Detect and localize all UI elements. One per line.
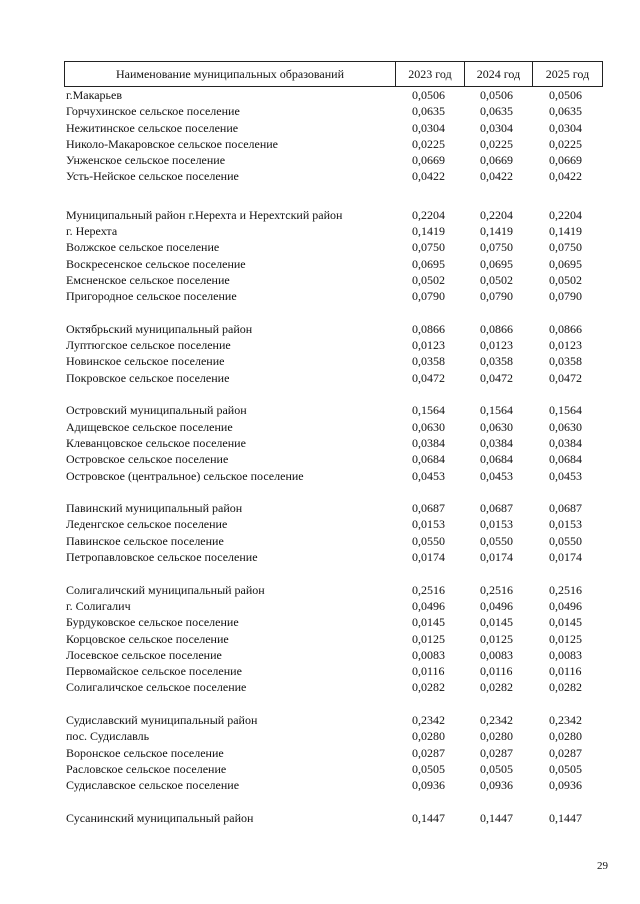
table-row: [0, 631, 640, 647]
value-2024: 0,0153: [480, 517, 513, 532]
row-spacer: [0, 484, 640, 500]
value-2024: 0,0496: [480, 598, 513, 613]
header-2024-column: 2024 год: [465, 62, 533, 86]
row-name: Петропавловское сельское поселение: [66, 550, 258, 565]
value-2024: 0,0684: [480, 452, 513, 467]
value-2025: 0,0145: [549, 615, 582, 630]
value-2024: 0,0083: [480, 647, 513, 662]
value-2025: 0,0750: [549, 240, 582, 255]
table-row: [0, 549, 640, 565]
value-2024: 0,0936: [480, 778, 513, 793]
row-name: Солигаличский муниципальный район: [66, 582, 265, 597]
row-name: Николо-Макаровское сельское поселение: [66, 136, 279, 151]
value-2025: 0,1564: [549, 403, 582, 418]
row-name: Нежитинское сельское поселение: [66, 120, 239, 135]
row-spacer: [0, 565, 640, 581]
value-2023: 0,0125: [412, 631, 445, 646]
value-2024: 0,0687: [480, 501, 513, 516]
value-2025: 0,0630: [549, 419, 582, 434]
row-spacer: [0, 793, 640, 809]
value-2025: 0,0695: [549, 256, 582, 271]
value-2023: 0,0866: [412, 321, 445, 336]
row-name: г. Нерехта: [66, 224, 118, 239]
value-2024: 0,0358: [480, 354, 513, 369]
table-row: [0, 168, 640, 184]
row-name: Сусанинский муниципальный район: [66, 810, 254, 825]
row-name: Усть-Нейское сельское поселение: [66, 169, 239, 184]
table-row: [0, 321, 640, 337]
value-2024: 0,0750: [480, 240, 513, 255]
value-2023: 0,1419: [412, 224, 445, 239]
value-2023: 0,0280: [412, 729, 445, 744]
value-2025: 0,0225: [549, 136, 582, 151]
value-2024: 0,0384: [480, 435, 513, 450]
value-2023: 0,0502: [412, 272, 445, 287]
row-name: Волжское сельское поселение: [66, 240, 220, 255]
row-spacer: [0, 696, 640, 712]
value-2024: 0,0145: [480, 615, 513, 630]
value-2025: 0,0550: [549, 533, 582, 548]
table-row: [0, 614, 640, 630]
value-2025: 0,0304: [549, 120, 582, 135]
table-row: [0, 500, 640, 516]
value-2023: 0,0083: [412, 647, 445, 662]
table-header: [64, 61, 603, 87]
value-2023: 0,0496: [412, 598, 445, 613]
value-2024: 0,1447: [480, 810, 513, 825]
table-row: [0, 136, 640, 152]
row-spacer: [0, 305, 640, 321]
table-row: [0, 370, 640, 386]
table-row: [0, 663, 640, 679]
value-2025: 0,2342: [549, 712, 582, 727]
row-name: Расловское сельское поселение: [66, 761, 227, 776]
value-2024: 0,2516: [480, 582, 513, 597]
value-2025: 0,0687: [549, 501, 582, 516]
value-2023: 0,2342: [412, 712, 445, 727]
table-row: [0, 712, 640, 728]
row-name: г. Солигалич: [66, 598, 131, 613]
value-2024: 0,2342: [480, 712, 513, 727]
row-name: Лосевское сельское поселение: [66, 647, 222, 662]
value-2025: 0,0384: [549, 435, 582, 450]
value-2023: 0,1564: [412, 403, 445, 418]
value-2023: 0,1447: [412, 810, 445, 825]
value-2024: 0,2204: [480, 207, 513, 222]
table-row: [0, 419, 640, 435]
row-spacer: [0, 386, 640, 402]
value-2023: 0,0384: [412, 435, 445, 450]
table-row: [0, 272, 640, 288]
value-2025: 0,0502: [549, 272, 582, 287]
table-row: [0, 728, 640, 744]
value-2023: 0,0472: [412, 370, 445, 385]
value-2024: 0,0287: [480, 745, 513, 760]
value-2025: 0,0125: [549, 631, 582, 646]
value-2024: 0,0506: [480, 88, 513, 102]
value-2023: 0,0506: [412, 88, 445, 102]
row-name: Судиславское сельское поселение: [66, 778, 240, 793]
value-2024: 0,1419: [480, 224, 513, 239]
value-2023: 0,0145: [412, 615, 445, 630]
row-name: пос. Судиславль: [66, 729, 150, 744]
value-2025: 0,0635: [549, 104, 582, 119]
value-2025: 0,0506: [549, 88, 582, 102]
value-2024: 0,0422: [480, 169, 513, 184]
table-row: [0, 777, 640, 793]
header-name-column: Наименование муниципальных образований: [65, 62, 396, 86]
row-name: Октябрьский муниципальный район: [66, 321, 253, 336]
table-body: [0, 87, 640, 826]
value-2024: 0,0502: [480, 272, 513, 287]
value-2023: 0,0282: [412, 680, 445, 695]
value-2023: 0,2204: [412, 207, 445, 222]
value-2024: 0,0123: [480, 338, 513, 353]
table-row: [0, 87, 640, 103]
row-name: Адищевское сельское поселение: [66, 419, 233, 434]
value-2024: 0,0550: [480, 533, 513, 548]
table-row: [0, 516, 640, 532]
row-name: Корцовское сельское поселение: [66, 631, 229, 646]
row-name: Новинское сельское поселение: [66, 354, 225, 369]
value-2025: 0,0790: [549, 289, 582, 304]
value-2025: 0,0280: [549, 729, 582, 744]
table-row: [0, 152, 640, 168]
table-row: [0, 761, 640, 777]
table-row: [0, 337, 640, 353]
value-2025: 0,0936: [549, 778, 582, 793]
row-name: Островское сельское поселение: [66, 452, 229, 467]
table-row: [0, 256, 640, 272]
value-2025: 0,0472: [549, 370, 582, 385]
value-2025: 0,0866: [549, 321, 582, 336]
value-2024: 0,0304: [480, 120, 513, 135]
value-2023: 0,0287: [412, 745, 445, 760]
value-2023: 0,0123: [412, 338, 445, 353]
value-2025: 0,0174: [549, 550, 582, 565]
value-2023: 0,0687: [412, 501, 445, 516]
row-name: г.Макарьев: [66, 88, 123, 102]
table-row: [0, 598, 640, 614]
page-number: 29: [597, 860, 608, 872]
row-name: Клеванцовское сельское поселение: [66, 435, 246, 450]
value-2024: 0,0453: [480, 468, 513, 483]
table-row: [0, 745, 640, 761]
value-2025: 0,0453: [549, 468, 582, 483]
value-2023: 0,0790: [412, 289, 445, 304]
value-2024: 0,0635: [480, 104, 513, 119]
row-name: Пригородное сельское поселение: [66, 289, 237, 304]
value-2023: 0,0669: [412, 153, 445, 168]
value-2024: 0,0866: [480, 321, 513, 336]
row-name: Павинский муниципальный район: [66, 501, 243, 516]
value-2024: 0,0125: [480, 631, 513, 646]
table-row: [0, 582, 640, 598]
value-2024: 0,0472: [480, 370, 513, 385]
row-name: Солигаличское сельское поселение: [66, 680, 247, 695]
value-2023: 0,0358: [412, 354, 445, 369]
table-row: [0, 679, 640, 695]
table-row: [0, 402, 640, 418]
value-2024: 0,0280: [480, 729, 513, 744]
value-2023: 0,0936: [412, 778, 445, 793]
value-2025: 0,0123: [549, 338, 582, 353]
value-2023: 0,0304: [412, 120, 445, 135]
row-name: Леденгское сельское поселение: [66, 517, 228, 532]
value-2025: 0,1447: [549, 810, 582, 825]
value-2023: 0,0116: [412, 664, 445, 679]
value-2025: 0,0684: [549, 452, 582, 467]
table-row: [0, 451, 640, 467]
table-row: [0, 207, 640, 223]
row-name: Первомайское сельское поселение: [66, 664, 242, 679]
value-2025: 0,0358: [549, 354, 582, 369]
value-2023: 0,0550: [412, 533, 445, 548]
value-2023: 0,0453: [412, 468, 445, 483]
value-2024: 0,0630: [480, 419, 513, 434]
value-2024: 0,0669: [480, 153, 513, 168]
value-2025: 0,0083: [549, 647, 582, 662]
row-name: Покровское сельское поселение: [66, 370, 230, 385]
value-2025: 0,2204: [549, 207, 582, 222]
value-2025: 0,0669: [549, 153, 582, 168]
table-row: [0, 120, 640, 136]
row-name: Муниципальный район г.Нерехта и Нерехтский район: [66, 207, 343, 222]
value-2024: 0,0282: [480, 680, 513, 695]
table-row: [0, 223, 640, 239]
value-2023: 0,0505: [412, 761, 445, 776]
value-2024: 0,1564: [480, 403, 513, 418]
value-2025: 0,0505: [549, 761, 582, 776]
value-2023: 0,0630: [412, 419, 445, 434]
value-2025: 0,1419: [549, 224, 582, 239]
value-2025: 0,0496: [549, 598, 582, 613]
value-2024: 0,0225: [480, 136, 513, 151]
table-row: [0, 647, 640, 663]
value-2023: 0,0635: [412, 104, 445, 119]
value-2025: 0,2516: [549, 582, 582, 597]
value-2025: 0,0287: [549, 745, 582, 760]
value-2023: 0,0750: [412, 240, 445, 255]
value-2023: 0,0422: [412, 169, 445, 184]
row-name: Горчухинское сельское поселение: [66, 104, 240, 119]
header-2025-column: 2025 год: [545, 66, 590, 81]
value-2025: 0,0282: [549, 680, 582, 695]
value-2023: 0,0684: [412, 452, 445, 467]
value-2024: 0,0116: [480, 664, 513, 679]
row-name: Емсненское сельское поселение: [66, 272, 230, 287]
table-row: [0, 468, 640, 484]
value-2024: 0,0695: [480, 256, 513, 271]
row-name: Воскресенское сельское поселение: [66, 256, 246, 271]
row-name: Судиславский муниципальный район: [66, 712, 258, 727]
value-2023: 0,2516: [412, 582, 445, 597]
table-row: [0, 435, 640, 451]
value-2025: 0,0153: [549, 517, 582, 532]
value-2025: 0,0422: [549, 169, 582, 184]
row-spacer: [0, 185, 640, 207]
value-2024: 0,0790: [480, 289, 513, 304]
value-2023: 0,0695: [412, 256, 445, 271]
value-2024: 0,0505: [480, 761, 513, 776]
row-name: Павинское сельское поселение: [66, 533, 224, 548]
table-row: [0, 103, 640, 119]
header-2023-column: 2023 год: [396, 62, 465, 86]
table-row: [0, 288, 640, 304]
value-2023: 0,0225: [412, 136, 445, 151]
table-row: [0, 239, 640, 255]
row-name: Островский муниципальный район: [66, 403, 247, 418]
table-row: [0, 353, 640, 369]
table-row: [0, 810, 640, 826]
row-name: Островское (центральное) сельское поселение: [66, 468, 304, 483]
value-2023: 0,0174: [412, 550, 445, 565]
value-2024: 0,0174: [480, 550, 513, 565]
row-name: Луптюгское сельское поселение: [66, 338, 231, 353]
value-2023: 0,0153: [412, 517, 445, 532]
row-name: Бурдуковское сельское поселение: [66, 615, 239, 630]
table-row: [0, 533, 640, 549]
row-name: Унженское сельское поселение: [66, 153, 226, 168]
value-2025: 0,0116: [549, 664, 582, 679]
row-name: Воронское сельское поселение: [66, 745, 224, 760]
